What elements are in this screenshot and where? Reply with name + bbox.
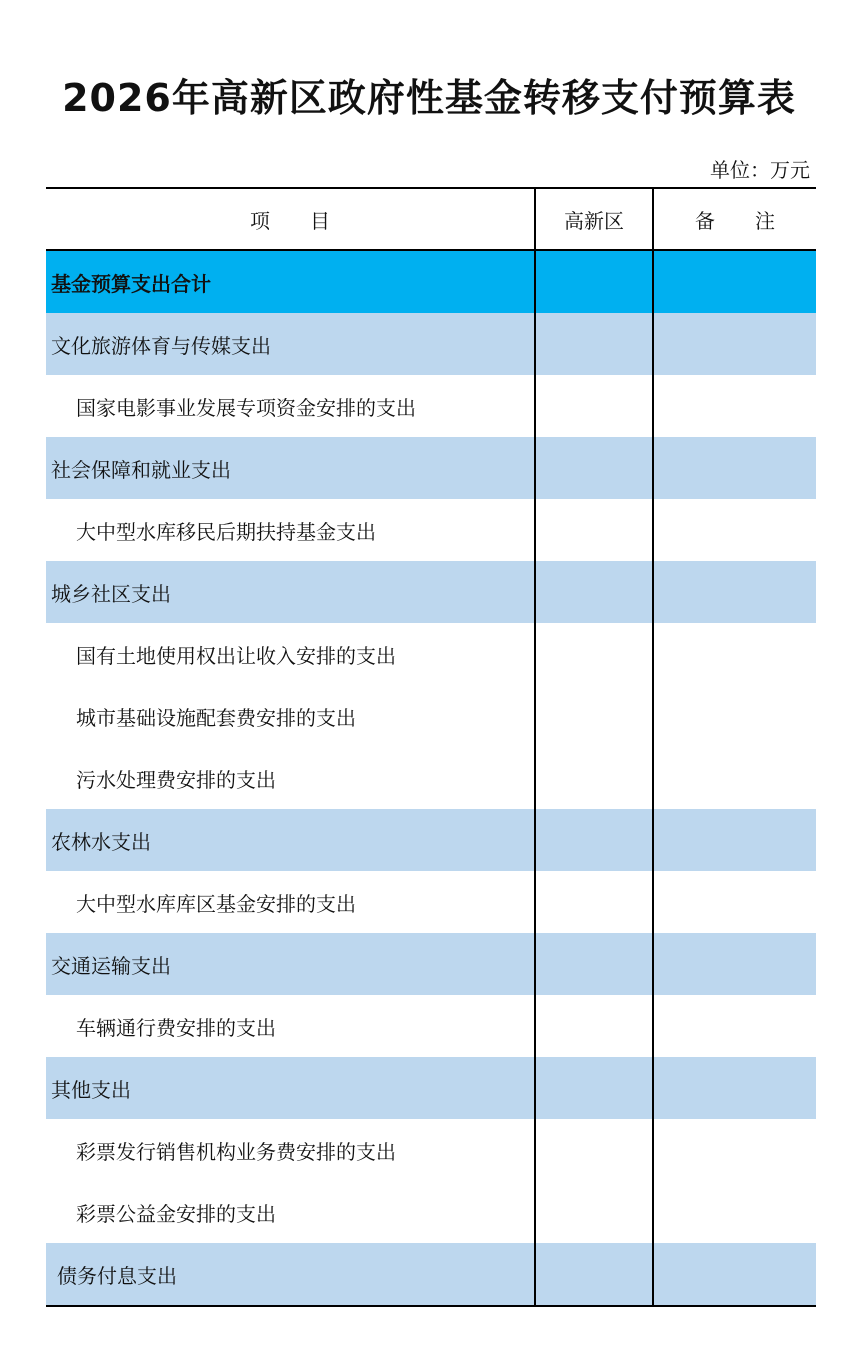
- row-label: 城市基础设施配套费安排的支出: [76, 705, 356, 730]
- row-label: 国有土地使用权出让收入安排的支出: [76, 643, 396, 668]
- row-label: 大中型水库库区基金安排的支出: [76, 891, 356, 916]
- row-note: [653, 809, 816, 871]
- row-note: [653, 995, 816, 1057]
- row-note: [653, 933, 816, 995]
- table-row-category: [46, 809, 816, 871]
- table-row-subitem: [46, 995, 816, 1057]
- row-district-value: [535, 933, 653, 995]
- row-note: [653, 499, 816, 561]
- row-note: [653, 1243, 816, 1306]
- budget-table: [46, 187, 816, 1307]
- row-label: 社会保障和就业支出: [46, 437, 535, 499]
- table-row-subitem: [46, 375, 816, 437]
- row-label: 其他支出: [46, 1057, 535, 1119]
- row-note: [653, 1119, 816, 1181]
- table-row-category: [46, 1057, 816, 1119]
- row-note: [653, 250, 816, 313]
- row-district-value: [535, 1119, 653, 1181]
- row-label: 大中型水库移民后期扶持基金支出: [76, 519, 376, 544]
- table-row-subitem: [46, 685, 816, 747]
- table-row-category: [46, 933, 816, 995]
- table-row-subitem: [46, 499, 816, 561]
- page-title: 2026年高新区政府性基金转移支付预算表: [62, 76, 796, 120]
- row-label: 彩票公益金安排的支出: [76, 1201, 276, 1226]
- row-district-value: [535, 871, 653, 933]
- row-district-value: [535, 499, 653, 561]
- table-row-subitem: [46, 871, 816, 933]
- row-district-value: [535, 375, 653, 437]
- row-district-value: [535, 1243, 653, 1306]
- row-district-value: [535, 809, 653, 871]
- table-row-total: [46, 250, 816, 313]
- row-district-value: [535, 437, 653, 499]
- table-row-category: [46, 313, 816, 375]
- row-district-value: [535, 1181, 653, 1243]
- table-row-subitem: [46, 1119, 816, 1181]
- row-note: [653, 1181, 816, 1243]
- row-district-value: [535, 685, 653, 747]
- row-label: 农林水支出: [46, 809, 535, 871]
- row-note: [653, 437, 816, 499]
- row-note: [653, 561, 816, 623]
- row-district-value: [535, 561, 653, 623]
- row-note: [653, 375, 816, 437]
- row-label: 国家电影事业发展专项资金安排的支出: [76, 395, 416, 420]
- table-row-category: [46, 561, 816, 623]
- table-row-subitem: [46, 747, 816, 809]
- table-header-row: [46, 188, 816, 250]
- header-note: 备 注: [653, 188, 816, 250]
- row-district-value: [535, 995, 653, 1057]
- row-label: 污水处理费安排的支出: [76, 767, 276, 792]
- row-label: 基金预算支出合计: [46, 250, 535, 313]
- row-label: 交通运输支出: [46, 933, 535, 995]
- table-row-category: [46, 1243, 816, 1306]
- row-district-value: [535, 250, 653, 313]
- row-note: [653, 747, 816, 809]
- table-row-subitem: [46, 623, 816, 685]
- header-item: 项 目: [46, 188, 535, 250]
- row-note: [653, 685, 816, 747]
- row-note: [653, 313, 816, 375]
- row-district-value: [535, 1057, 653, 1119]
- table-row-subitem: [46, 1181, 816, 1243]
- row-label: 文化旅游体育与传媒支出: [46, 313, 535, 375]
- row-label: 债务付息支出: [46, 1243, 535, 1306]
- row-district-value: [535, 623, 653, 685]
- row-note: [653, 1057, 816, 1119]
- row-label: 城乡社区支出: [46, 561, 535, 623]
- row-label: 彩票发行销售机构业务费安排的支出: [76, 1139, 396, 1164]
- header-district: 高新区: [535, 188, 653, 250]
- row-district-value: [535, 747, 653, 809]
- unit-label: 单位：万元: [710, 158, 810, 182]
- row-note: [653, 871, 816, 933]
- table-row-category: [46, 437, 816, 499]
- row-district-value: [535, 313, 653, 375]
- row-label: 车辆通行费安排的支出: [76, 1015, 276, 1040]
- row-note: [653, 623, 816, 685]
